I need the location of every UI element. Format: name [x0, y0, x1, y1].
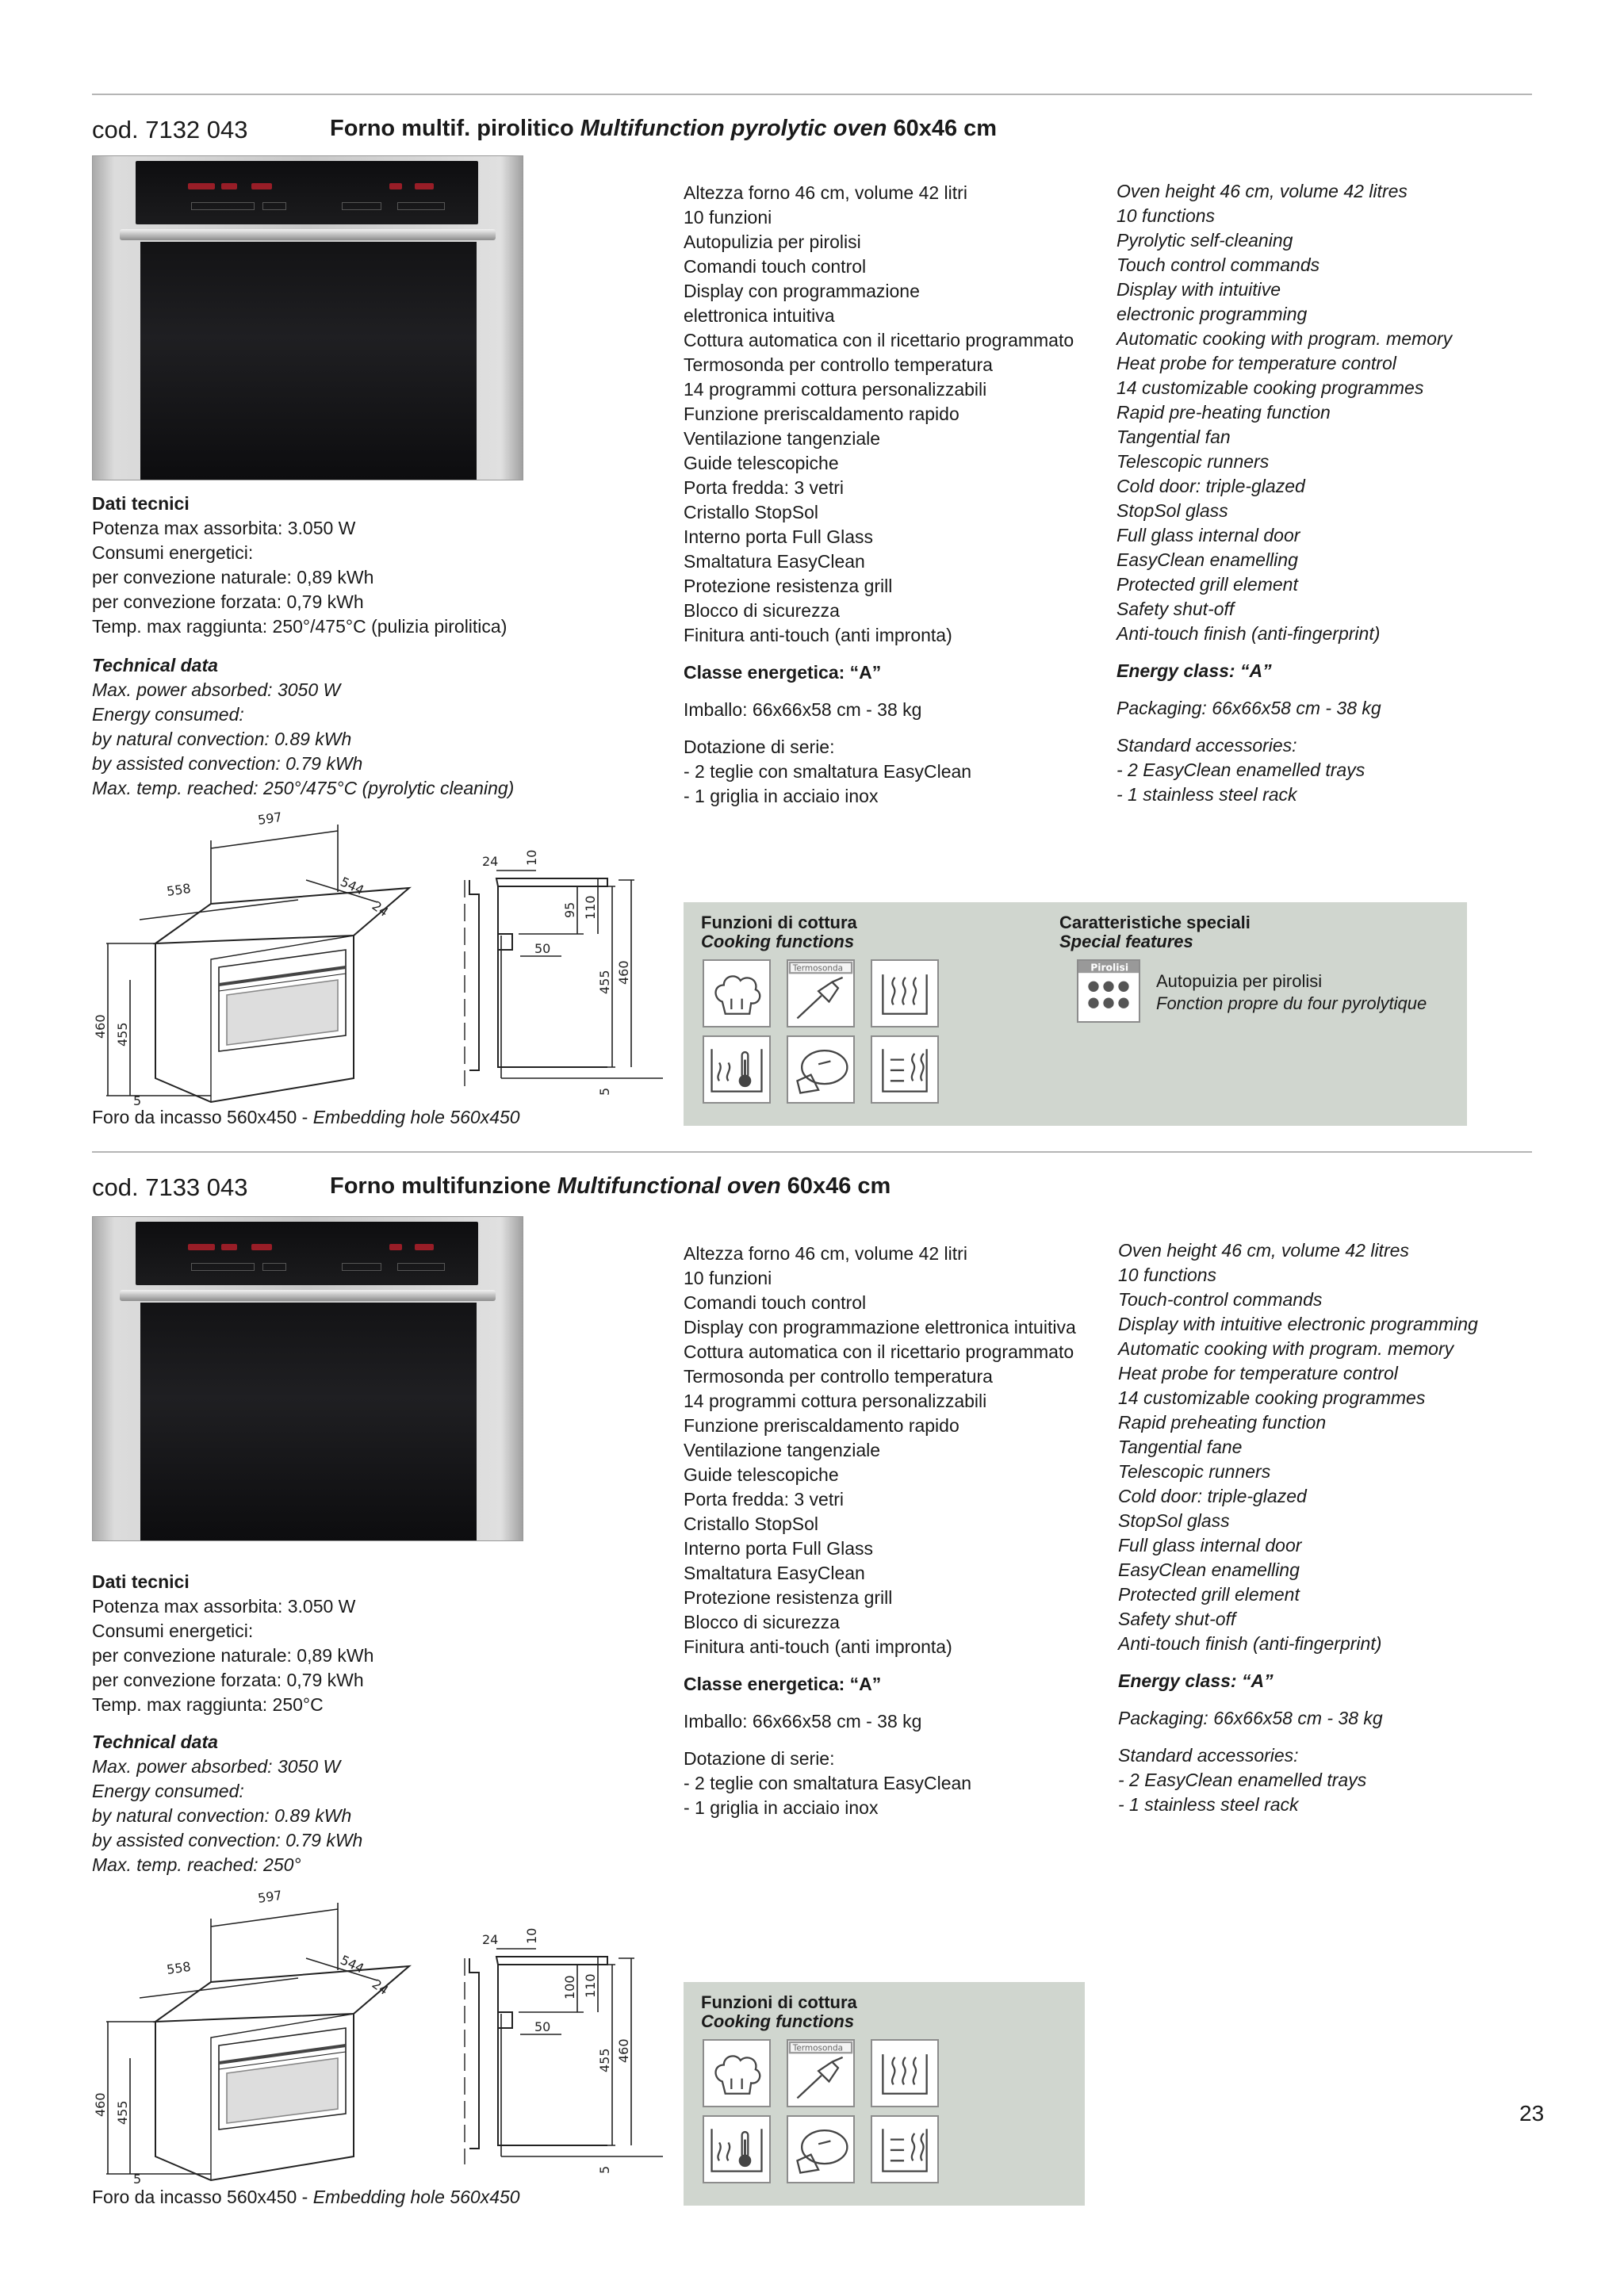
fan-heat-icon: [871, 1035, 939, 1104]
dim-thickness: 24: [369, 897, 392, 920]
defrost-icon: [787, 1035, 855, 1104]
special-features: Caratteristiche speciali Special features Pirolisi Autopuizia per pirolisi Fonction propre du four pyrolytique: [1077, 913, 1268, 951]
dim-side-50: 50: [534, 2019, 551, 2034]
features-italian: Altezza forno 46 cm, volume 42 litri 10 funzioni Autopulizia per pirolisi Comandi touch control Display con programmazione elettronica intuitiva Cottura automatica con il ricettario programmato Termosonda per controllo temperatura 14 programmi cottura personalizzabili Funzione preriscaldamento rapido Ventilazione tangenziale Guide telescopiche Porta fredda: 3 vetri Cristallo StopSol Interno porta Full Glass Smaltatura EasyClean Protezione resistenza grill Blocco di sicurezza Finitura anti-touch (anti impronta) Classe energetica: “A” Imballo: 66x66x58 cm - 38 kg Dotazione di serie: - 2 teglie con smaltatura EasyClean - 1 griglia in acciaio inox: [684, 182, 1074, 806]
cooking-functions-title: Funzioni di cottura Cooking functions: [701, 1992, 857, 2031]
middle-divider: [92, 1151, 1532, 1153]
title-english: Multifunction pyrolytic oven: [580, 116, 887, 141]
dim-side-10: 10: [524, 1927, 539, 1944]
temperature-probe-icon: [787, 2039, 855, 2107]
dim-height-460: 460: [93, 2092, 108, 2117]
control-panel: [136, 161, 478, 224]
product-code: cod. 7132 043: [92, 116, 248, 144]
cooking-functions-title: Funzioni di cottura Cooking functions: [701, 913, 857, 951]
cooking-functions-box: [684, 1982, 1085, 2206]
dim-thickness: 24: [369, 1976, 392, 1998]
dim-depth: 558: [165, 880, 192, 899]
door-handle: [120, 1290, 496, 1301]
features-italian: Altezza forno 46 cm, volume 42 litri 10 funzioni Comandi touch control Display con programmazione elettronica intuitiva Cottura automatica con il ricettario programmato Termosonda per controllo temperatura 14 programmi cottura personalizzabili Funzione preriscaldamento rapido Ventilazione tangenziale Guide telescopiche Porta fredda: 3 vetri Cristallo StopSol Interno porta Full Glass Smaltatura EasyClean Protezione resistenza grill Blocco di sicurezza Finitura anti-touch (anti impronta) Classe energetica: “A” Imballo: 66x66x58 cm - 38 kg Dotazione di serie: - 2 teglie con smaltatura EasyClean - 1 griglia in acciaio inox: [684, 1243, 1076, 1818]
chef-hat-icon: [703, 2039, 771, 2107]
chef-hat-icon: [703, 959, 771, 1027]
dim-height-455: 455: [115, 1022, 130, 1047]
page-number: 23: [1519, 2101, 1545, 2126]
dim-height-455: 455: [115, 2100, 130, 2125]
dim-side-110: 110: [583, 1973, 598, 1998]
features-english: Oven height 46 cm, volume 42 litres 10 functions Touch-control commands Display with intuitive electronic programming Automatic cooking with program. memory Heat probe for temperature control 14 customizable cooking programmes Rapid preheating function Tangential fane Telescopic runners Cold door: triple-glazed StopSol glass Full glass internal door EasyClean enamelling Protected grill element Safety shut-off Anti-touch finish (anti-fingerprint) Energy class: “A” Packaging: 66x66x58 cm - 38 kg Standard accessories: - 2 EasyClean enamelled trays - 1 stainless steel rack: [1118, 1240, 1478, 1815]
bottom-heat-icon: [871, 959, 939, 1027]
temperature-probe-icon: [787, 959, 855, 1027]
title-english: Multifunctional oven: [557, 1173, 781, 1199]
dim-side-455: 455: [597, 2048, 612, 2072]
title-italian: Forno multifunzione: [330, 1173, 551, 1199]
dim-side-100: 100: [562, 1975, 577, 1999]
dim-depth-inner: 544: [338, 1952, 367, 1976]
product-title: [330, 116, 997, 142]
thermometer-heat-icon: [703, 1035, 771, 1104]
dim-side-50: 50: [534, 941, 551, 956]
dim-side-110: 110: [583, 895, 598, 920]
dim-width: 597: [256, 1887, 283, 1906]
special-italian: Autopuizia per pirolisi: [1156, 971, 1323, 991]
dim-height-460: 460: [93, 1014, 108, 1039]
door-handle: [120, 229, 496, 240]
dim-side-24: 24: [482, 854, 499, 869]
svg-text:Termosonda: Termosonda: [792, 2043, 844, 2053]
oven-door: [140, 1303, 477, 1540]
title-size: 60x46 cm: [787, 1173, 891, 1199]
features-english: Oven height 46 cm, volume 42 litres 10 functions Pyrolytic self-cleaning Touch control commands Display with intuitive electronic programming Automatic cooking with program. memory Heat probe for temperature control 14 customizable cooking programmes Rapid pre-heating function Tangential fan Telescopic runners Cold door: triple-glazed StopSol glass Full glass internal door EasyClean enamelling Protected grill element Safety shut-off Anti-touch finish (anti-fingerprint) Energy class: “A” Packaging: 66x66x58 cm - 38 kg Standard accessories: - 2 EasyClean enamelled trays - 1 stainless steel rack: [1116, 181, 1453, 805]
bottom-heat-icon: [871, 2039, 939, 2107]
dimension-drawing: [92, 1879, 663, 2188]
embedding-caption: Foro da incasso 560x450 - Embedding hole 560x450: [92, 1107, 520, 1127]
control-panel: [136, 1222, 478, 1285]
dim-side-460: 460: [616, 960, 631, 985]
title-size: 60x46 cm: [893, 116, 998, 141]
dim-side-10: 10: [524, 849, 539, 866]
tech-data-english: Technical data Max. power absorbed: 3050 W Energy consumed: by natural convection: 0.89 kWh by assisted convection: 0.79 kWh Max. temp. reached: 250°: [92, 1732, 363, 1875]
oven-photo: [92, 1216, 523, 1541]
svg-text:Pirolisi: Pirolisi: [1090, 962, 1129, 974]
title-italian: Forno multif. pirolitico: [330, 116, 574, 141]
svg-text:Termosonda: Termosonda: [792, 963, 844, 974]
cooking-functions-box: [684, 902, 1467, 1126]
tech-data-english: Technical data Max. power absorbed: 3050 W Energy consumed: by natural convection: 0.89 kWh by assisted convection: 0.79 kWh Max. temp. reached: 250°/475°C (pyrolytic cleaning): [92, 655, 515, 798]
product-title: [330, 1173, 891, 1200]
dim-side-455: 455: [597, 970, 612, 994]
dim-width: 597: [256, 809, 283, 828]
dim-side-95: 95: [562, 901, 577, 918]
oven-door: [140, 242, 477, 480]
dim-base: 5: [133, 1093, 142, 1108]
dim-side-5: 5: [597, 2165, 612, 2174]
oven-photo: [92, 155, 523, 480]
tech-data-italian: Dati tecnici Potenza max assorbita: 3.050 W Consumi energetici: per convezione naturale: 0,89 kWh per convezione forzata: 0,79 kWh Temp. max raggiunta: 250°/475°C (pulizia pirolitica): [92, 493, 508, 637]
dim-side-5: 5: [597, 1087, 612, 1096]
special-english: Fonction propre du four pyrolytique: [1156, 993, 1427, 1013]
embedding-caption: Foro da incasso 560x450 - Embedding hole 560x450: [92, 2187, 520, 2207]
pyrolysis-icon: [1077, 959, 1140, 1023]
dim-side-24: 24: [482, 1932, 499, 1947]
dimension-drawing: [92, 801, 663, 1110]
thermometer-heat-icon: [703, 2115, 771, 2183]
dim-base: 5: [133, 2172, 142, 2187]
top-divider: [92, 94, 1532, 95]
tech-data-italian: Dati tecnici Potenza max assorbita: 3.050 W Consumi energetici: per convezione naturale: 0,89 kWh per convezione forzata: 0,79 kWh Temp. max raggiunta: 250°C: [92, 1571, 374, 1715]
dim-side-460: 460: [616, 2038, 631, 2063]
defrost-icon: [787, 2115, 855, 2183]
fan-heat-icon: [871, 2115, 939, 2183]
product-code: cod. 7133 043: [92, 1173, 248, 1201]
dim-depth: 558: [165, 1958, 192, 1977]
dim-depth-inner: 544: [338, 874, 367, 898]
